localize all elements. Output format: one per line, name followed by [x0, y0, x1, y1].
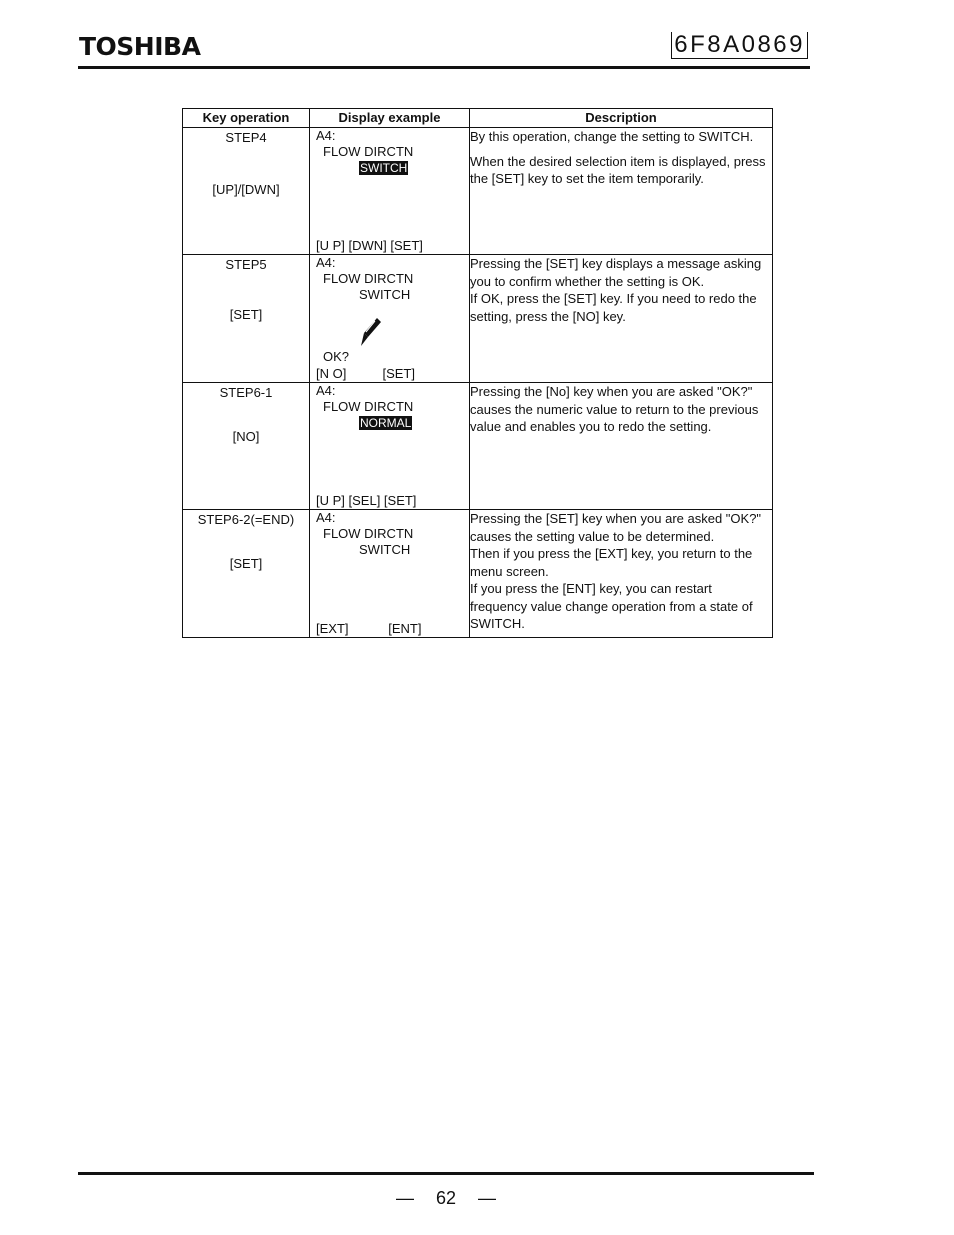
description-text: Pressing the [SET] key when you are asked "OK?" causes the setting value to be determined.	[470, 511, 762, 544]
display-line: FLOW DIRCTN	[323, 526, 414, 541]
footer-dash: —	[395, 1188, 414, 1208]
description-cell	[470, 255, 773, 383]
header-display-example: Display example	[310, 109, 470, 128]
display-line: SWITCH	[359, 542, 411, 557]
description-cell	[470, 128, 773, 255]
key-label: [SET]	[229, 307, 263, 322]
display-line: A4:	[316, 128, 336, 143]
key-label: [SET]	[229, 556, 263, 571]
step-label: STEP6-1	[219, 385, 273, 400]
display-softkeys: [N O] [SET]	[316, 366, 415, 381]
display-line: A4:	[316, 510, 336, 525]
description-text: If you press the [ENT] key, you can restart frequency value change operation from a state of SWITCH.	[470, 581, 753, 631]
key-operation-cell	[183, 255, 310, 383]
key-label: [NO]	[232, 429, 260, 444]
display-highlight: NORMAL	[360, 416, 412, 430]
footer-dash: —	[478, 1188, 497, 1208]
header-rule	[78, 66, 810, 69]
key-operation-table	[182, 108, 773, 638]
description-text: Pressing the [SET] key displays a message asking you to confirm whether the setting is OK.	[470, 256, 762, 289]
step-label: STEP4	[225, 130, 267, 145]
key-operation-cell	[183, 383, 310, 510]
key-operation-cell	[183, 128, 310, 255]
key-operation-cell	[183, 510, 310, 638]
display-example-cell	[310, 510, 470, 638]
description-text: Then if you press the [EXT] key, you return to the menu screen.	[470, 546, 753, 579]
display-line: FLOW DIRCTN	[323, 399, 414, 414]
header-description: Description	[470, 109, 773, 128]
description-cell	[470, 510, 773, 638]
display-line: FLOW DIRCTN	[323, 144, 414, 159]
description-text: Pressing the [No] key when you are asked "OK?" causes the numeric value to return to the previous value and enables you to redo the setting.	[470, 384, 759, 434]
brand-logo: TOSHIBA	[79, 32, 201, 61]
display-line: A4:	[316, 255, 336, 270]
pencil-arrow-icon	[360, 317, 382, 347]
display-example-cell	[310, 128, 470, 255]
step-label: STEP5	[225, 257, 267, 272]
step-label: STEP6-2(=END)	[197, 512, 295, 527]
display-softkeys: [U P] [DWN] [SET]	[316, 238, 423, 253]
table-row	[183, 128, 773, 255]
description-text: When the desired selection item is displayed, press the [SET] key to set the item temporarily.	[470, 153, 766, 186]
document-number: 6F8A0869	[671, 32, 808, 59]
description-text: If OK, press the [SET] key. If you need to redo the setting, press the [NO] key.	[470, 291, 757, 324]
display-line: A4:	[316, 383, 336, 398]
table-row	[183, 383, 773, 510]
table-row	[183, 255, 773, 383]
header-key-operation: Key operation	[183, 109, 310, 128]
page-number: 62	[435, 1188, 457, 1208]
description-cell	[470, 383, 773, 510]
page-footer	[0, 1188, 892, 1209]
key-label: [UP]/[DWN]	[212, 182, 280, 197]
table-header-row	[183, 109, 773, 128]
display-example-cell	[310, 255, 470, 383]
display-example-cell	[310, 383, 470, 510]
display-prompt: OK?	[323, 349, 350, 364]
description-text: By this operation, change the setting to SWITCH.	[470, 129, 754, 144]
table-row	[183, 510, 773, 638]
display-softkeys: [EXT] [ENT]	[316, 621, 422, 636]
display-line: FLOW DIRCTN	[323, 271, 414, 286]
display-softkeys: [U P] [SEL] [SET]	[316, 493, 417, 508]
display-highlight: SWITCH	[360, 161, 408, 175]
footer-rule	[78, 1172, 814, 1175]
display-line: SWITCH	[359, 287, 411, 302]
